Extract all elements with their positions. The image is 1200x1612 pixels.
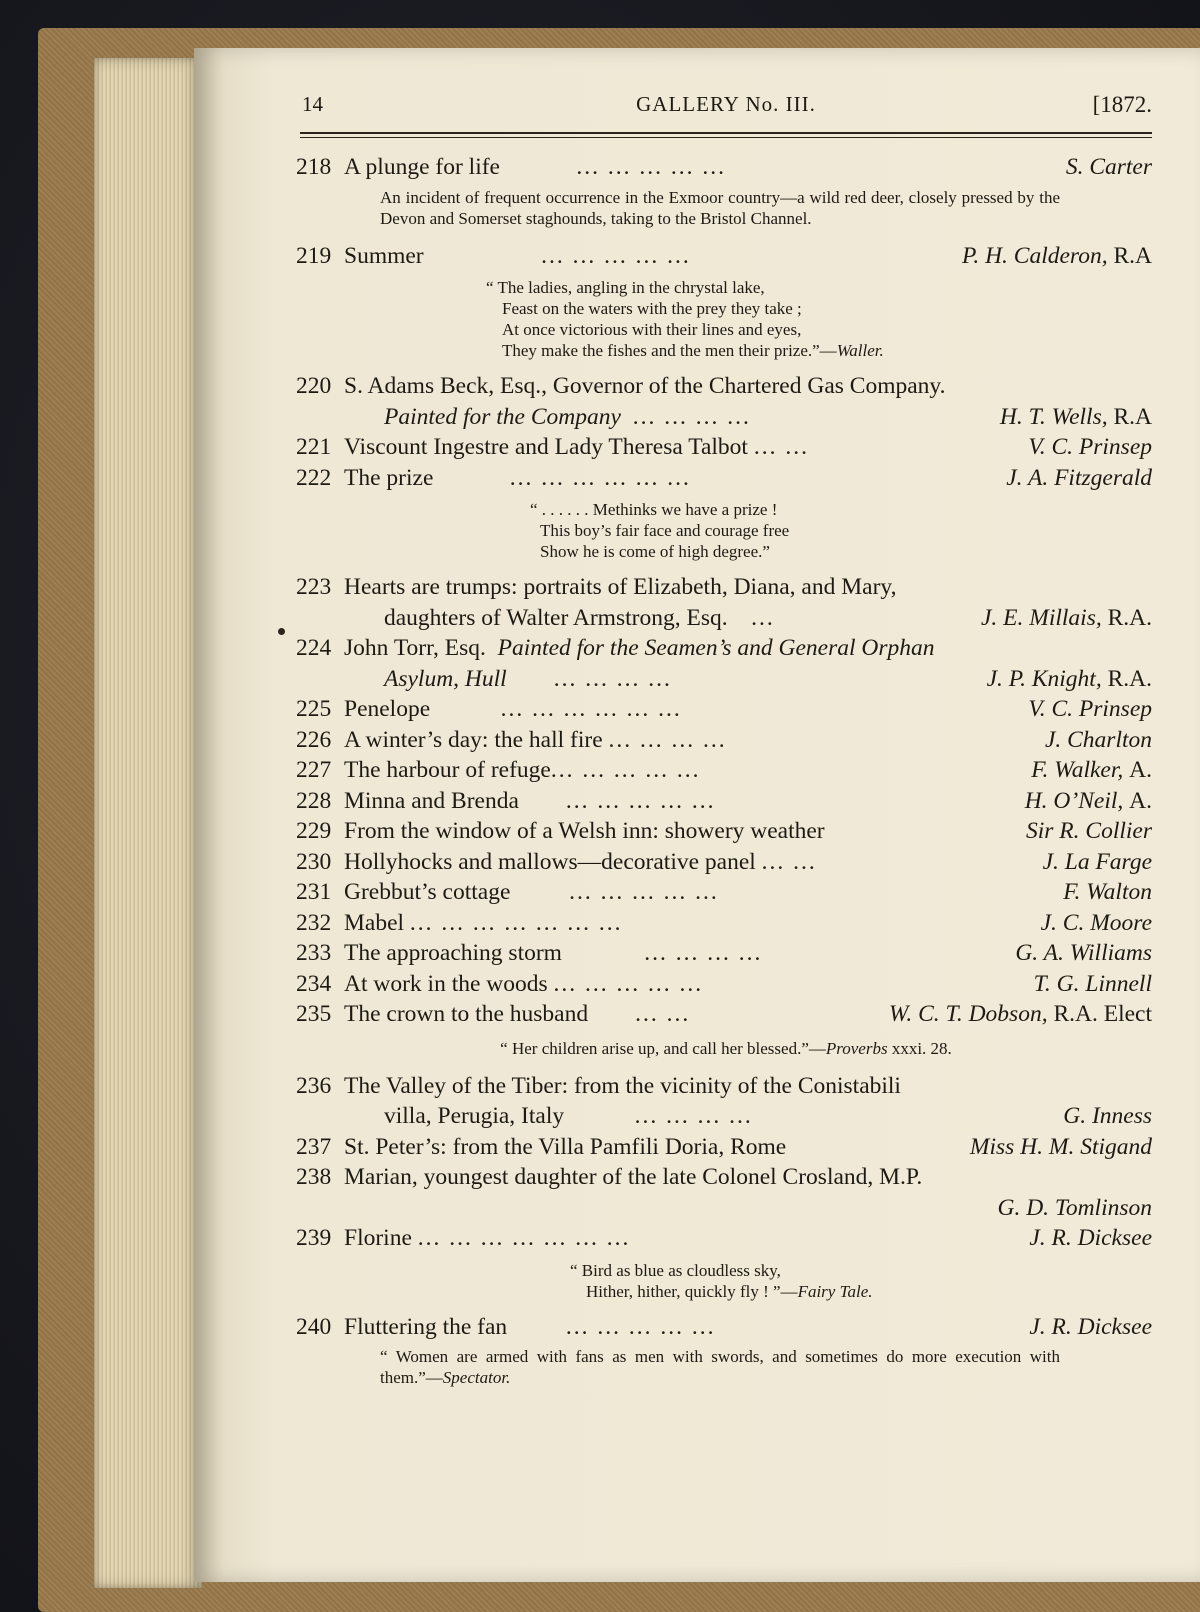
catalogue-entry — [296, 1132, 1152, 1163]
entry-title: The prize — [344, 464, 434, 491]
verse-source: Fairy Tale. — [797, 1281, 873, 1301]
entry-number: 225 — [296, 696, 332, 722]
page-header — [300, 88, 1152, 130]
entry-artist: H. O’Neil, — [1024, 787, 1124, 814]
verse-line: This boy’s fair face and courage free — [540, 521, 790, 540]
catalogue-entry — [296, 755, 1152, 786]
header-rule — [300, 132, 1152, 134]
entry-verse — [530, 499, 1152, 562]
entry-artist: J. R. Dicksee — [1015, 1312, 1152, 1343]
entry-artist: J. P. Knight, — [986, 665, 1102, 692]
catalogue-entry — [296, 877, 1152, 908]
artist-suffix: A. — [1129, 787, 1152, 814]
entry-title: The Valley of the Tiber: from the vicinity of the Conistabili — [344, 1072, 901, 1099]
catalogue-entry — [296, 999, 1152, 1030]
entry-artist: F. Walton — [1049, 877, 1152, 908]
entry-title-italic: Painted for the Seamen’s and General Orphan — [497, 635, 935, 661]
catalogue-entry — [296, 969, 1152, 1000]
entry-title: The harbour of refuge — [344, 757, 551, 783]
entry-title: The approaching storm — [344, 940, 562, 966]
entry-artist: F. Walker, — [1031, 757, 1124, 783]
entry-title: Penelope — [344, 696, 431, 722]
entry-title: From the window of a Welsh inn: showery weather — [344, 818, 825, 844]
leader-dots: ... ... ... ... — [608, 726, 727, 753]
entry-subtitle: daughters of Walter Armstrong, Esq. — [384, 604, 728, 631]
catalogue-entry — [296, 908, 1152, 939]
page-edges — [94, 58, 202, 1588]
verse-line: Hither, hither, quickly fly ! ”— — [586, 1281, 798, 1301]
entry-number: 219 — [296, 242, 332, 269]
entry-title: Fluttering the fan — [344, 1313, 508, 1340]
entry-artist: W. C. T. Dobson, — [888, 1001, 1048, 1027]
note-source: Spectator. — [442, 1368, 511, 1387]
entry-number: 231 — [296, 879, 332, 905]
entry-title: The crown to the husband — [344, 1001, 589, 1027]
catalogue-entry — [296, 1071, 1152, 1132]
verse-line: Show he is come of high degree.” — [540, 542, 770, 561]
quote-reference: xxxi. 28. — [887, 1038, 952, 1058]
catalogue-entry — [296, 847, 1152, 878]
verse-line: “ Bird as blue as cloudless sky, — [570, 1260, 781, 1280]
entry-artist: J. A. Fitzgerald — [992, 463, 1152, 494]
note-text: “ Women are armed with fans as men with swords, and sometimes do more execution with them.”— — [380, 1347, 1060, 1387]
leader-dots: ... ... — [635, 1001, 691, 1027]
entry-number: 230 — [296, 848, 332, 875]
leader-dots: ... ... ... ... ... — [576, 154, 726, 180]
artist-suffix: R.A — [1113, 403, 1152, 430]
entry-title: Viscount Ingestre and Lady Theresa Talbot — [344, 434, 748, 460]
entry-title: St. Peter’s: from the Villa Pamfili Doria, Rome — [344, 1133, 787, 1160]
catalogue-entry — [296, 938, 1152, 969]
entry-artist: J. R. Dicksee — [1015, 1223, 1152, 1254]
catalogue-entry — [296, 241, 1152, 272]
entry-number: 232 — [296, 909, 332, 936]
entry-artist: G. D. Tomlinson — [997, 1194, 1152, 1221]
entry-title: A plunge for life — [344, 154, 500, 180]
entry-title: S. Adams Beck, Esq., Governor of the Chartered Gas Company. — [344, 373, 946, 399]
entry-artist: T. G. Linnell — [1020, 969, 1152, 1000]
verse-line: “ The ladies, angling in the chrystal lake, — [486, 278, 765, 297]
entry-title: Marian, youngest daughter of the late Colonel Crosland, M.P. — [344, 1164, 923, 1190]
entry-title: A winter’s day: the hall fire — [344, 726, 603, 753]
catalogue-entry — [296, 1223, 1152, 1254]
entry-number: 223 — [296, 574, 332, 600]
entry-title: Grebbut’s cottage — [344, 879, 511, 905]
entry-title: Florine — [344, 1225, 412, 1251]
entry-artist: G. A. Williams — [1001, 938, 1152, 969]
page-content — [296, 88, 1152, 1400]
entry-subtitle: Painted for the Company — [384, 403, 621, 430]
page-title: GALLERY No. III. — [636, 92, 816, 116]
entry-number: 229 — [296, 818, 332, 844]
header-rule-thin — [300, 137, 1152, 138]
entry-artist: J. Charlton — [1031, 725, 1152, 756]
catalogue-entry — [296, 432, 1152, 463]
leader-dots: ... ... ... ... — [634, 1103, 753, 1129]
entry-number: 224 — [296, 635, 332, 661]
entry-verse — [486, 277, 1152, 361]
entry-number: 220 — [296, 373, 332, 399]
entry-title: John Torr, Esq. — [344, 635, 486, 661]
entry-number: 235 — [296, 1001, 332, 1027]
entry-artist: G. Inness — [1049, 1101, 1152, 1132]
entry-artist: Miss H. M. Stigand — [956, 1132, 1152, 1163]
catalogue-entry — [296, 371, 1152, 432]
catalogue-entry — [296, 1162, 1152, 1223]
entry-number: 240 — [296, 1313, 332, 1340]
leader-dots: ... ... — [761, 848, 817, 875]
leader-dots: ... ... ... ... ... — [541, 242, 691, 269]
leader-dots: ... ... ... ... ... ... — [509, 464, 691, 491]
entry-number: 233 — [296, 940, 332, 966]
entry-number: 226 — [296, 726, 332, 753]
leader-dots: ... ... ... ... — [553, 665, 672, 692]
verse-line: Feast on the waters with the prey they take ; — [502, 299, 802, 318]
leader-dots: ... ... ... ... — [644, 940, 763, 966]
leader-dots: ... ... ... ... ... ... ... — [417, 1225, 631, 1251]
entry-number: 221 — [296, 434, 332, 460]
verse-line: “ . . . . . . Methinks we have a prize ! — [530, 500, 778, 519]
entry-artist: J. E. Millais, — [980, 604, 1102, 631]
entry-number: 239 — [296, 1225, 332, 1251]
entry-artist: J. C. Moore — [1027, 908, 1152, 939]
entry-artist: J. La Farge — [1029, 847, 1152, 878]
leader-dots: ... ... ... ... ... — [569, 879, 719, 905]
catalogue-entry — [296, 816, 1152, 847]
quote-text: “ Her children arise up, and call her blessed.”— — [500, 1038, 826, 1058]
margin-mark — [278, 628, 285, 635]
entry-artist: V. C. Prinsep — [1014, 432, 1152, 463]
catalogue-entry — [296, 463, 1152, 494]
entry-subtitle: villa, Perugia, Italy — [384, 1103, 565, 1129]
entry-title: Mabel — [344, 909, 405, 936]
catalogue-entry — [296, 786, 1152, 817]
catalogue-entry — [296, 725, 1152, 756]
verse-line: At once victorious with their lines and eyes, — [502, 320, 802, 339]
entry-artist: S. Carter — [1052, 152, 1152, 183]
entry-title: Hearts are trumps: portraits of Elizabeth, Diana, and Mary, — [344, 574, 897, 600]
artist-suffix: A. — [1129, 757, 1152, 783]
entry-number: 237 — [296, 1133, 332, 1160]
entry-artist: P. H. Calderon, — [962, 242, 1108, 269]
entry-artist: Sir R. Collier — [1012, 816, 1152, 847]
verse-source: Waller. — [836, 341, 884, 360]
catalogue-entry — [296, 152, 1152, 183]
entry-note — [380, 1346, 1060, 1388]
artist-suffix: R.A — [1113, 242, 1152, 269]
leader-dots: ... ... ... ... ... — [565, 1313, 716, 1340]
artist-suffix: R.A. Elect — [1053, 1001, 1152, 1027]
leader-dots: ... ... — [753, 434, 809, 460]
leader-dots: ... ... ... ... ... — [550, 757, 701, 783]
entry-title: Hollyhocks and mallows—decorative panel — [344, 848, 756, 875]
quote-source: Proverbs — [825, 1038, 888, 1058]
leader-dots: ... ... ... ... ... — [553, 970, 704, 997]
entry-quote — [300, 1038, 1152, 1059]
leader-dots: ... — [751, 604, 775, 631]
entry-number: 222 — [296, 464, 332, 491]
entry-subtitle: Asylum, Hull — [384, 665, 507, 692]
entry-title: Minna and Brenda — [344, 787, 519, 814]
leader-dots: ... ... ... ... ... ... ... — [409, 909, 623, 936]
entry-note: An incident of frequent occurrence in the Exmoor country—a wild red deer, closely pressed by the Devon and Somerset staghounds, taking to the Bristol Channel. — [380, 187, 1060, 228]
entry-title: Summer — [344, 242, 424, 269]
entry-artist: H. T. Wells, — [999, 403, 1108, 430]
verse-line: They make the fishes and the men their prize.”— — [502, 341, 837, 360]
artist-suffix: R.A. — [1107, 665, 1152, 692]
entry-number: 234 — [296, 970, 332, 997]
artist-suffix: R.A. — [1107, 604, 1152, 631]
entry-number: 236 — [296, 1072, 332, 1099]
catalogue-entry — [296, 694, 1152, 725]
entry-title: At work in the woods — [344, 970, 548, 997]
leader-dots: ... ... ... ... ... ... — [500, 696, 682, 722]
entry-artist: V. C. Prinsep — [1014, 694, 1152, 725]
entry-number: 227 — [296, 757, 332, 783]
leader-dots: ... ... ... ... — [632, 403, 751, 430]
catalogue-entry — [296, 1312, 1152, 1343]
entry-verse — [570, 1260, 1152, 1302]
entry-number: 218 — [296, 154, 332, 180]
entry-number: 238 — [296, 1164, 332, 1190]
entry-number: 228 — [296, 787, 332, 814]
page-number: 14 — [302, 92, 323, 116]
catalogue-entry — [296, 633, 1152, 694]
catalogue-entry — [296, 572, 1152, 633]
page-year: [1872. — [1092, 92, 1152, 117]
leader-dots: ... ... ... ... ... — [565, 787, 716, 814]
